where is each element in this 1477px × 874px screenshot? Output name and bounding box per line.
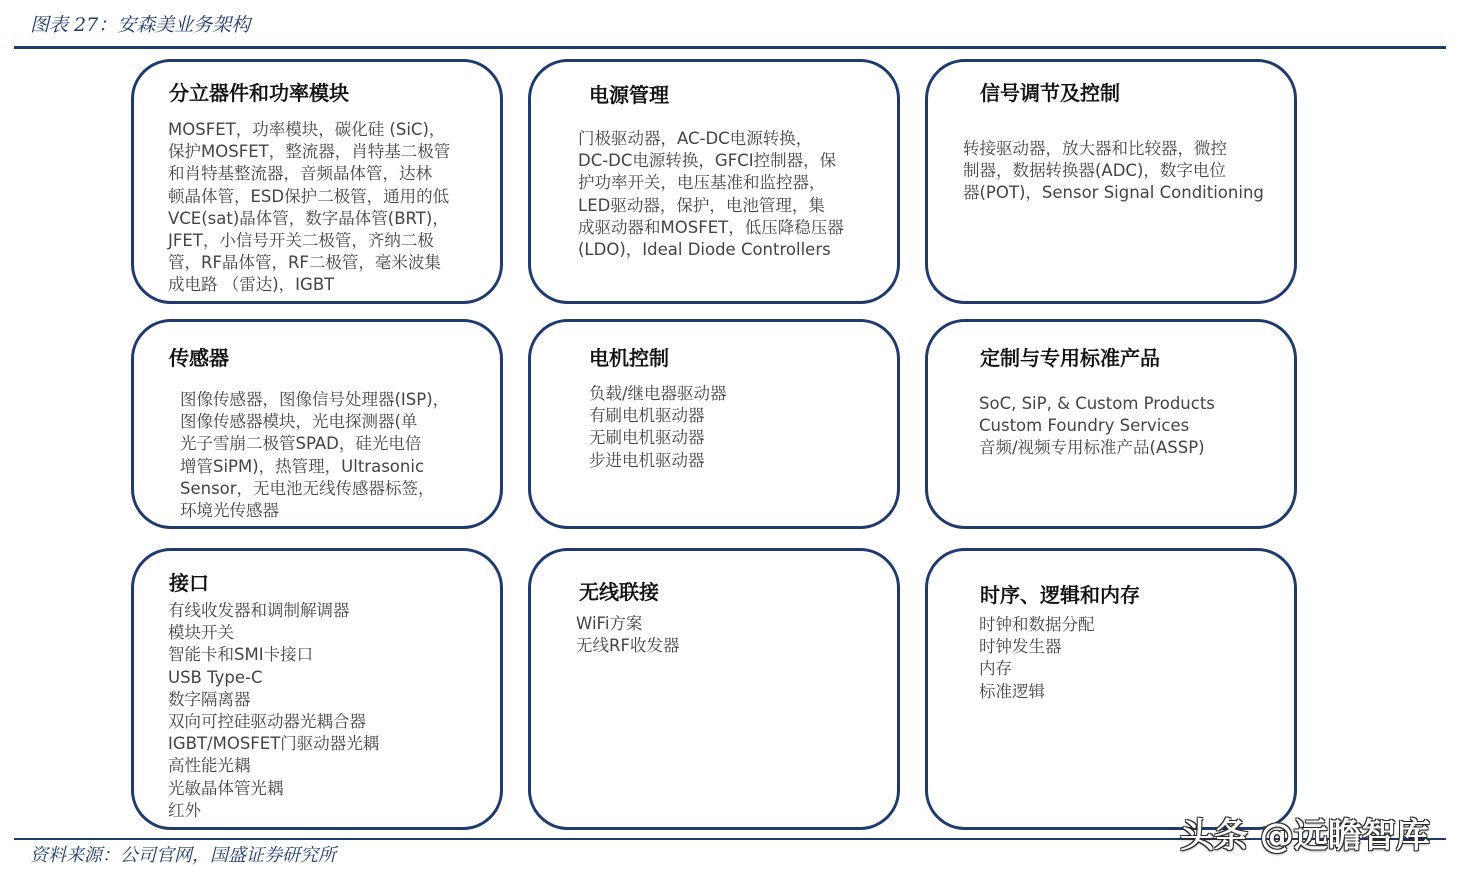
box-line: 高性能光耦 bbox=[168, 756, 251, 776]
box-line: 增管SiPM)，热管理，Ultrasonic bbox=[180, 456, 425, 476]
box-line: Custom Foundry Services bbox=[979, 416, 1190, 436]
box-line: 有线收发器和调制解调器 bbox=[168, 601, 350, 620]
box-motor-control bbox=[528, 319, 900, 529]
box-line: SoC, SiP, & Custom Products bbox=[979, 394, 1215, 413]
box-line: 标准逻辑 bbox=[979, 681, 1045, 701]
box-line: 无线RF收发器 bbox=[576, 636, 680, 656]
box-line: 环境光传感器 bbox=[180, 501, 279, 521]
box-line: 顿晶体管，ESD保护二极管，通用的低 bbox=[168, 186, 450, 206]
box-line: Sensor，无电池无线传感器标签， bbox=[180, 478, 435, 498]
source-note: 资料来源：公司官网，国盛证券研究所 bbox=[30, 845, 336, 866]
box-line: 时钟发生器 bbox=[979, 637, 1062, 657]
box-power-management bbox=[528, 59, 900, 304]
box-line: 无刷电机驱动器 bbox=[589, 428, 705, 448]
box-body bbox=[168, 600, 379, 822]
box-body bbox=[979, 393, 1215, 460]
box-title: 接口 bbox=[169, 571, 209, 595]
watermark: 头条 @远瞻智库 bbox=[1180, 816, 1430, 856]
box-body bbox=[168, 119, 450, 297]
box-line: 红外 bbox=[168, 800, 201, 820]
box-line: 成电路 （雷达)，IGBT bbox=[168, 275, 335, 295]
box-line: 成驱动器和MOSFET，低压降稳压器 bbox=[578, 217, 844, 237]
box-line: 和肖特基整流器，音频晶体管，达林 bbox=[168, 164, 432, 184]
box-line: 光子雪崩二极管SPAD，硅光电倍 bbox=[180, 434, 422, 454]
figure-title: 图表 27：安森美业务架构 bbox=[30, 14, 251, 36]
box-body bbox=[578, 128, 844, 261]
box-line: 时钟和数据分配 bbox=[979, 615, 1095, 634]
box-line: 内存 bbox=[979, 659, 1012, 679]
box-custom-assp bbox=[925, 319, 1297, 529]
box-title: 传感器 bbox=[169, 346, 229, 370]
box-sensors bbox=[131, 319, 503, 529]
box-line: 制器，数据转换器(ADC)，数字电位 bbox=[963, 161, 1226, 181]
box-body bbox=[589, 383, 727, 472]
box-discrete-power bbox=[131, 59, 503, 304]
box-title: 电机控制 bbox=[589, 346, 669, 370]
box-line: 门极驱动器，AC-DC电源转换， bbox=[578, 129, 813, 148]
box-line: DC-DC电源转换，GFCI控制器，保 bbox=[578, 151, 837, 171]
box-title: 时序、逻辑和内存 bbox=[980, 583, 1140, 607]
box-line: WiFi方案 bbox=[576, 614, 643, 633]
box-line: 音频/视频专用标准产品(ASSP) bbox=[979, 438, 1205, 458]
box-line: 负载/继电器驱动器 bbox=[589, 384, 727, 403]
box-line: 管，RF晶体管，RF二极管，毫米波集 bbox=[168, 253, 441, 273]
box-title: 无线联接 bbox=[579, 580, 659, 604]
box-body bbox=[576, 613, 679, 657]
box-interface bbox=[131, 548, 503, 830]
box-body bbox=[180, 389, 449, 522]
box-line: LED驱动器，保护，电池管理，集 bbox=[578, 195, 825, 215]
box-line: IGBT/MOSFET门驱动器光耦 bbox=[168, 734, 380, 754]
box-body bbox=[963, 138, 1264, 205]
box-signal-conditioning bbox=[925, 59, 1297, 304]
box-line: 保护MOSFET，整流器，肖特基二极管 bbox=[168, 142, 451, 162]
box-timing-logic-memory bbox=[925, 548, 1297, 830]
box-line: MOSFET，功率模块，碳化硅 (SiC)， bbox=[168, 120, 446, 139]
box-body bbox=[979, 614, 1095, 703]
box-line: 双向可控硅驱动器光耦合器 bbox=[168, 712, 366, 732]
box-line: 有刷电机驱动器 bbox=[589, 406, 705, 426]
box-wireless bbox=[528, 548, 900, 830]
box-line: 图像传感器，图像信号处理器(ISP)， bbox=[180, 390, 450, 409]
box-title: 电源管理 bbox=[589, 83, 669, 107]
box-title: 定制与专用标准产品 bbox=[980, 346, 1160, 370]
box-line: 智能卡和SMI卡接口 bbox=[168, 645, 314, 665]
box-line: 护功率开关，电压基准和监控器， bbox=[578, 173, 826, 193]
box-line: 光敏晶体管光耦 bbox=[168, 778, 284, 798]
box-line: VCE(sat)晶体管，数字晶体管(BRT)， bbox=[168, 208, 449, 228]
box-line: 步进电机驱动器 bbox=[589, 450, 705, 470]
box-line: (LDO)，Ideal Diode Controllers bbox=[578, 240, 831, 260]
box-line: 转接驱动器，放大器和比较器，微控 bbox=[963, 139, 1227, 158]
box-line: 数字隔离器 bbox=[168, 689, 251, 709]
box-line: 模块开关 bbox=[168, 623, 234, 643]
box-title: 信号调节及控制 bbox=[980, 81, 1120, 105]
header-rule bbox=[14, 46, 1446, 49]
box-line: JFET，小信号开关二极管，齐纳二极 bbox=[168, 231, 434, 251]
box-line: USB Type-C bbox=[168, 667, 263, 687]
box-line: 器(POT)，Sensor Signal Conditioning bbox=[963, 183, 1264, 203]
box-title: 分立器件和功率模块 bbox=[169, 81, 349, 105]
box-line: 图像传感器模块，光电探测器(单 bbox=[180, 412, 418, 432]
